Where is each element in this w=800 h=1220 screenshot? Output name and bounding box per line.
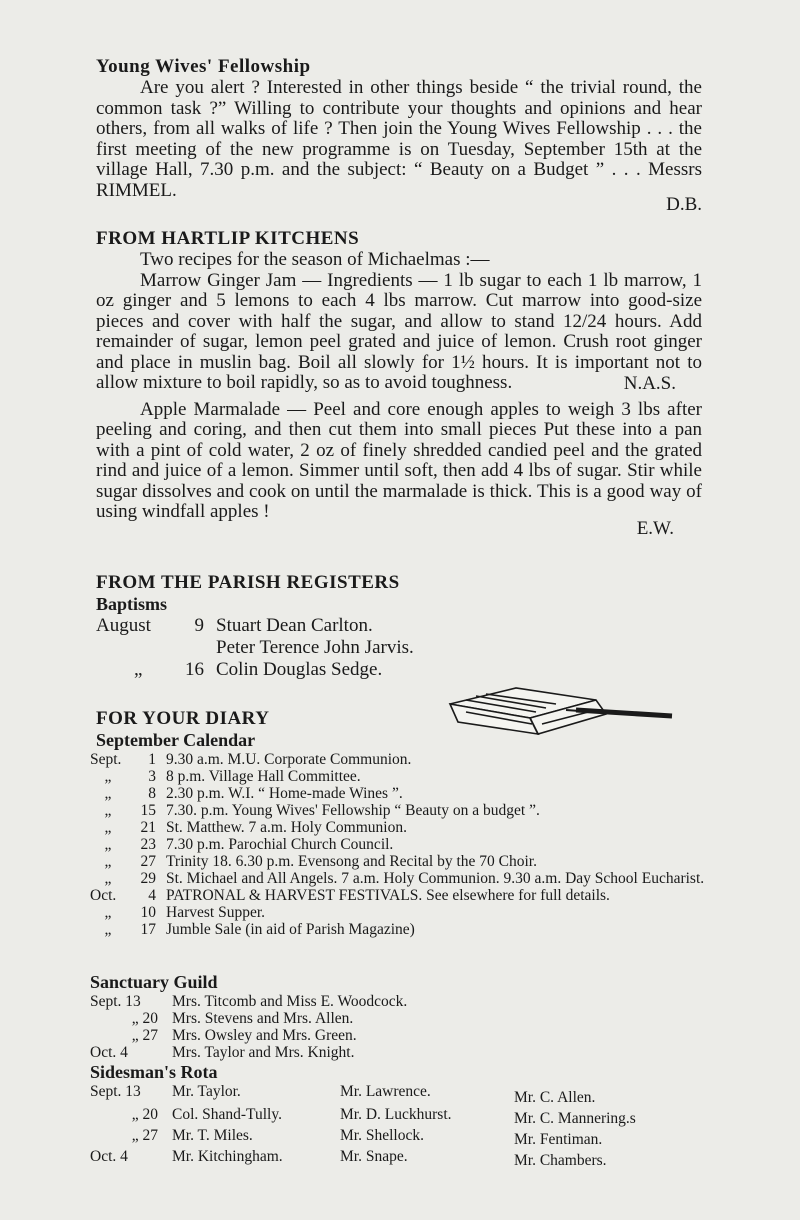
calendar-day: 21 bbox=[140, 819, 156, 836]
sidesman-name-c: Mr. Chambers. bbox=[514, 1152, 607, 1169]
sidesman-name-b: Mr. Lawrence. bbox=[340, 1083, 431, 1100]
calendar-text: Harvest Supper. bbox=[166, 904, 266, 921]
calendar-text: Trinity 18. 6.30 p.m. Evensong and Recital by the 70 Choir. bbox=[166, 853, 537, 870]
calendar-month: „ bbox=[104, 836, 112, 853]
sanctuary-section bbox=[90, 972, 710, 1061]
calendar-row bbox=[90, 904, 704, 921]
calendar-day: 4 bbox=[148, 887, 156, 904]
calendar-day: 23 bbox=[140, 836, 156, 853]
calendar-row bbox=[90, 870, 704, 887]
sidesman-date: „ 27 bbox=[131, 1127, 158, 1144]
calendar-row bbox=[90, 836, 704, 853]
calendar-month: „ bbox=[104, 768, 112, 785]
calendar-month: Oct. bbox=[90, 887, 117, 904]
calendar-row bbox=[90, 887, 704, 904]
calendar-day: 8 bbox=[148, 785, 156, 802]
sanctuary-row bbox=[90, 1027, 407, 1044]
sidesman-row bbox=[90, 1083, 636, 1106]
sidesman-name-b: Mr. Shellock. bbox=[340, 1127, 424, 1144]
sidesman-date: Sept. 13 bbox=[90, 1083, 141, 1100]
sanctuary-heading: Sanctuary Guild bbox=[90, 972, 218, 992]
september-calendar-heading: September Calendar bbox=[96, 730, 256, 750]
baptism-row bbox=[96, 637, 414, 659]
sanctuary-date: Oct. 4 bbox=[90, 1044, 128, 1061]
calendar-day: 27 bbox=[140, 853, 156, 870]
registers-heading: FROM THE PARISH REGISTERS bbox=[96, 572, 400, 593]
calendar-text: St. Michael and All Angels. 7 a.m. Holy Communion. 9.30 a.m. Day School Eucharist. bbox=[166, 870, 705, 887]
calendar-day: 15 bbox=[140, 802, 156, 819]
sanctuary-names: Mrs. Taylor and Mrs. Knight. bbox=[172, 1044, 355, 1061]
recipe1-signature: N.A.S. bbox=[623, 372, 676, 394]
recipe-marrow-ginger-jam: Marrow Ginger Jam — Ingredients — 1 lb sugar to each 1 lb marrow, 1 oz ginger and 5 lemons to each 4 lbs marrow. Cut marrow into good-size pieces and cover with half the sugar, and allow to stand 12/24 hours. Add remainder of sugar, lemon peel grated and juice of lemon. Crush root ginger and place in muslin bag. Boil all slowly for 1½ hours. It is important not to allow mixture to boil rapidly, so as to avoid toughness. bbox=[96, 269, 702, 393]
sidesman-date: „ 20 bbox=[131, 1106, 158, 1123]
calendar-row bbox=[90, 785, 704, 802]
sidesman-section bbox=[90, 1062, 710, 1169]
sanctuary-names: Mrs. Stevens and Mrs. Allen. bbox=[172, 1010, 354, 1027]
young-wives-section bbox=[96, 56, 702, 215]
baptism-month: „ bbox=[134, 659, 143, 680]
sanctuary-row bbox=[90, 1010, 407, 1027]
sidesman-name-b: Mr. Snape. bbox=[340, 1148, 408, 1165]
calendar-text: 8 p.m. Village Hall Committee. bbox=[166, 768, 361, 785]
diary-section bbox=[96, 708, 702, 751]
calendar-text: 7.30 p.m. Parochial Church Council. bbox=[166, 836, 394, 853]
calendar-day: 17 bbox=[140, 921, 156, 938]
calendar-month: Sept. bbox=[90, 751, 122, 768]
calendar-row bbox=[90, 853, 704, 870]
sidesman-row bbox=[90, 1148, 636, 1169]
sanctuary-date: „ 20 bbox=[131, 1010, 158, 1027]
baptism-row bbox=[96, 615, 414, 637]
calendar-text: Jumble Sale (in aid of Parish Magazine) bbox=[166, 921, 415, 938]
baptism-day bbox=[174, 637, 216, 659]
baptism-month: August bbox=[96, 615, 151, 636]
calendar-month: „ bbox=[104, 921, 112, 938]
calendar-list bbox=[90, 751, 710, 938]
calendar-text: PATRONAL & HARVEST FESTIVALS. See elsewhere for full details. bbox=[166, 887, 610, 904]
sidesman-name-a: Mr. T. Miles. bbox=[172, 1127, 253, 1144]
calendar-row bbox=[90, 751, 704, 768]
calendar-text: 2.30 p.m. W.I. “ Home-made Wines ”. bbox=[166, 785, 403, 802]
calendar-row bbox=[90, 819, 704, 836]
sidesman-name-a: Col. Shand-Tully. bbox=[172, 1106, 282, 1123]
baptism-name: Stuart Dean Carlton. bbox=[216, 615, 373, 636]
calendar-month: „ bbox=[104, 853, 112, 870]
sidesman-heading: Sidesman's Rota bbox=[90, 1062, 218, 1082]
sidesman-name-c: Mr. Fentiman. bbox=[514, 1131, 603, 1148]
calendar-month: „ bbox=[104, 802, 112, 819]
kitchens-section bbox=[96, 228, 702, 539]
calendar-row bbox=[90, 921, 704, 938]
sidesman-table bbox=[90, 1083, 636, 1169]
sanctuary-date: „ 27 bbox=[131, 1027, 158, 1044]
sidesman-name-c: Mr. C. Mannering.s bbox=[514, 1110, 636, 1127]
calendar-day: 3 bbox=[148, 768, 156, 785]
baptism-day: 16 bbox=[185, 659, 204, 680]
baptism-month bbox=[96, 637, 174, 659]
young-wives-signature: D.B. bbox=[666, 194, 702, 215]
calendar-month: „ bbox=[104, 870, 112, 887]
baptisms-table bbox=[96, 615, 414, 681]
calendar-table bbox=[90, 751, 704, 938]
baptism-name: Colin Douglas Sedge. bbox=[216, 659, 383, 680]
sidesman-row bbox=[90, 1106, 636, 1127]
calendar-row bbox=[90, 802, 704, 819]
recipe2-signature: E.W. bbox=[636, 517, 674, 539]
sidesman-name-a: Mr. Kitchingham. bbox=[172, 1148, 283, 1165]
sidesman-name-b: Mr. D. Luckhurst. bbox=[340, 1106, 452, 1123]
baptism-row bbox=[96, 659, 414, 681]
sidesman-row bbox=[90, 1127, 636, 1148]
calendar-row bbox=[90, 768, 704, 785]
calendar-day: 29 bbox=[140, 870, 156, 887]
kitchens-heading: FROM HARTLIP KITCHENS bbox=[96, 228, 360, 249]
kitchens-intro: Two recipes for the season of Michaelmas :— bbox=[140, 249, 490, 270]
baptism-day: 9 bbox=[194, 615, 204, 636]
sanctuary-row bbox=[90, 1044, 407, 1061]
baptisms-heading: Baptisms bbox=[96, 594, 168, 614]
sidesman-name-a: Mr. Taylor. bbox=[172, 1083, 241, 1100]
sidesman-date: Oct. 4 bbox=[90, 1148, 128, 1165]
baptism-name: Peter Terence John Jarvis. bbox=[216, 637, 414, 658]
calendar-day: 10 bbox=[140, 904, 156, 921]
calendar-text: 7.30. p.m. Young Wives' Fellowship “ Beauty on a budget ”. bbox=[166, 802, 540, 819]
sidesman-name-c: Mr. C. Allen. bbox=[514, 1089, 596, 1106]
sanctuary-row bbox=[90, 993, 407, 1010]
sanctuary-table bbox=[90, 993, 407, 1061]
sanctuary-date: Sept. 13 bbox=[90, 993, 141, 1010]
calendar-text: 9.30 a.m. M.U. Corporate Communion. bbox=[166, 751, 412, 768]
calendar-month: „ bbox=[104, 904, 112, 921]
young-wives-heading: Young Wives' Fellowship bbox=[96, 56, 311, 77]
recipe-apple-marmalade: Apple Marmalade — Peel and core enough apples to weigh 3 lbs after peeling and coring, and then cut them into small pieces Put these into a pan with a pint of cold water, 2 oz of finely shredded candied peel and the grated rind and juice of a lemon. Simmer until soft, then add 4 lbs of sugar. Stir while sugar dissolves and cook on until the marmalade is thick. This is a good way of using windfall apples ! bbox=[96, 398, 702, 522]
sanctuary-names: Mrs. Titcomb and Miss E. Woodcock. bbox=[172, 993, 408, 1010]
diary-heading: FOR YOUR DIARY bbox=[96, 708, 270, 729]
sanctuary-names: Mrs. Owsley and Mrs. Green. bbox=[172, 1027, 357, 1044]
young-wives-body: Are you alert ? Interested in other things beside “ the trivial round, the common task ?” Willing to contribute your thoughts and opinions and hear others, from all walks of life ? Then join the Young Wives Fellowship . . . the first meeting of the new programme is on Tuesday, September 15th at the village Hall, 7.30 p.m. and the subject: “ Beauty on a Budget ” . . . Messrs RIMMEL. bbox=[96, 77, 702, 201]
calendar-month: „ bbox=[104, 785, 112, 802]
calendar-text: St. Matthew. 7 a.m. Holy Communion. bbox=[166, 819, 407, 836]
calendar-month: „ bbox=[104, 819, 112, 836]
registers-section bbox=[96, 572, 702, 681]
calendar-day: 1 bbox=[148, 751, 156, 768]
